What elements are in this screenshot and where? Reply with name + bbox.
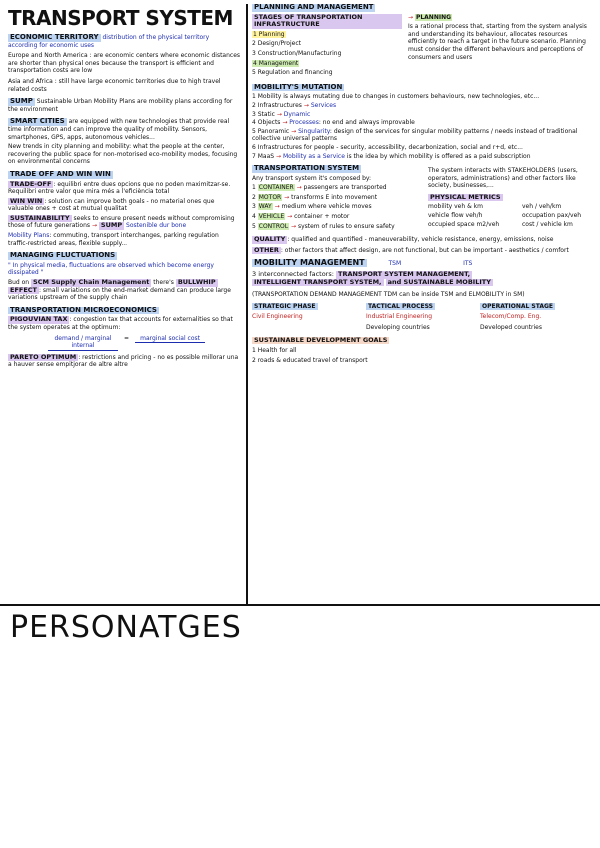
winwin-label: WIN WIN [10, 196, 43, 205]
sdg-heading: SUSTAINABLE DEVELOPMENT GOALS [254, 335, 388, 344]
its-tag: ITS [463, 260, 473, 268]
mm-its: INTELLIGENT TRANSPORT SYSTEM, [254, 277, 382, 286]
sump-link: SUMP [100, 221, 123, 230]
smart-text2: New trends in city planning and mobility: what the people at the center, recovering the public space for non-motorised eco-mobility modes, focusing on environmental concerns [8, 143, 238, 166]
smart-heading: SMART CITIES [10, 117, 65, 126]
stage-item: 5 Regulation and financing [252, 69, 333, 77]
mobility-management-section [252, 259, 594, 298]
economic-p1: Europe and North America : are economic centers where economic distances are shorter than physical ones because the transport is efficient and transportation costs are low [8, 52, 241, 75]
metric-item: occupied space m2/veh [428, 220, 500, 228]
quality-label: QUALITY [254, 235, 286, 244]
sump-link-note: Sostenible dur bone [126, 222, 187, 230]
mutation-section [252, 84, 594, 160]
planning-heading: PLANNING AND MANAGEMENT [254, 3, 374, 11]
stages-heading: STAGES OF TRANSPORTATION INFRASTRUCTURE [252, 14, 402, 29]
metric-item: occupation pax/veh [522, 212, 582, 220]
economic-section [8, 34, 240, 93]
metrics-heading: PHYSICAL METRICS [430, 192, 501, 201]
tdm-text: (TRANSPORTATION DEMAND MANAGEMENT TDM can be inside TSM and ELMOBILITY in SM) [252, 291, 525, 299]
tsys-item: 4 VEHICLE → container + motor [252, 213, 350, 221]
microeconomics-heading: TRANSPORTATION MICROECONOMICS [10, 305, 157, 314]
tradeoff-section [8, 171, 240, 247]
winwin-text: : solution can improve both goals - no material ones que valuable ones + cost at mutual qualitat [8, 197, 215, 213]
pareto-text: : restrictions and pricing - no es possible millorar una a hauver sense empitjorar de altre altre [8, 353, 239, 369]
tsys-list [252, 184, 422, 230]
tsys-side [428, 165, 594, 228]
planning-row [252, 14, 594, 79]
arrow-icon: → [91, 222, 97, 230]
sdg-item: 1 Health for all [252, 347, 297, 355]
bullwhip-there: there's [153, 279, 174, 287]
pareto-label: PARETO OPTIMUM [10, 352, 77, 361]
bullwhip-prefix: Bud on [8, 279, 30, 287]
other-text: : other factors that affect design, are not functional, but can be important - aesthetics / comfort [280, 246, 569, 254]
arrow-icon: → [408, 13, 415, 21]
metric-item: veh / veh/km [522, 203, 562, 211]
tsys-intro: Any transport system it's composed by: [252, 174, 372, 182]
phases-row [252, 303, 594, 332]
tradeoff-heading: TRADE OFF AND WIN WIN [10, 169, 111, 178]
bullwhip-label: BULLWHIP [177, 278, 216, 287]
tsys-item: 3 WAY → medium where vehicle moves [252, 203, 372, 211]
sump-heading: SUMP [10, 97, 33, 106]
right-column [252, 4, 594, 364]
mutation-item: 6 Infrastructures for people - security, accessibility, decarbonization, social and r+d, etc... [252, 143, 523, 151]
mutation-item: 2 Infrastructures → Services [252, 101, 337, 109]
mutation-item: 7 MaaS → Mobility as a Service is the idea by which mobility is offered as a paid subscription [252, 152, 531, 160]
tsys-item: 2 MOTOR → transforms E into movement [252, 193, 378, 201]
pigouvian-label: PIGOUVIAN TAX [10, 315, 68, 324]
economic-definition: distribution of the physical territory according for economic uses [8, 34, 210, 49]
planning-definition [408, 14, 594, 62]
mutation-item: 4 Objects → Processes: no end and always improvable [252, 119, 415, 127]
quality-text: : qualified and quantified - maneuverability, vehicle resistance, energy, emissions, noise [287, 236, 554, 244]
metric-item: cost / vehicle km [522, 220, 573, 228]
mobility-plans-label: Mobility Plans [8, 232, 50, 240]
fluctuations-quote: " In physical media, fluctuations are observed which become energy dissipated " [8, 261, 214, 277]
smart-cities-section [8, 118, 240, 166]
mobility-plans-text: : commuting, transport interchanges, parking regulation traffic-restricted areas, flexible supply... [8, 232, 219, 247]
effect-label: EFFECT [10, 285, 37, 294]
stage-item: 3 Construction/Manufacturing [252, 49, 342, 57]
transport-system-section [252, 165, 594, 254]
personatges-heading: PERSONATGES [10, 610, 242, 645]
fluctuations-heading: MANAGING FLUCTUATIONS [10, 251, 116, 260]
mutation-item: 3 Static → Dynamic [252, 110, 311, 118]
stages-block [252, 14, 402, 79]
planning-label: PLANNING [415, 13, 452, 21]
tsys-heading: TRANSPORTATION SYSTEM [254, 164, 360, 173]
effect-text: : small variations on the end-market demand can produce large variations upstream of the supply chain [8, 286, 231, 302]
phase-operational: OPERATIONAL STAGE Telecom/Comp. Eng. Developed countries [480, 302, 554, 331]
economic-p2: Asia and Africa : still have large economic territories due to high travel related costs [8, 77, 221, 93]
mutation-heading: MOBILITY'S MUTATION [254, 82, 343, 91]
metric-item: mobility veh & km [428, 203, 483, 211]
pigouvian-text: : congestion tax that accounts for externalities so that the system operates at the optimum: [8, 316, 233, 331]
stakeholders-text: The system interacts with STAKEHOLDERS (users, operators, administrations) and other factors like society, businesses,... [428, 167, 578, 190]
trade-label: TRADE-OFF [10, 179, 52, 188]
left-column [8, 4, 240, 369]
trade-text: : equilibri entre dues opcions que no poden maximitzar-se. Requilibri entre valor que mira més a l'eficiència total [8, 180, 231, 196]
mm-tsm: TRANSPORT SYSTEM MANAGEMENT, [338, 270, 471, 279]
sdg-item: 2 roads & educated travel of transport [252, 356, 368, 364]
mutation-item: 5 Panoramic → Singularity: design of the services for singular mobility patterns / needs instead of traditional collective universal patterns [252, 127, 578, 143]
page-title: TRANSPORT SYSTEM [8, 6, 233, 30]
stage-item: 4 Management [253, 59, 299, 67]
other-label: OTHER [254, 245, 279, 254]
metrics-grid [428, 203, 594, 228]
tsys-item: 1 CONTAINER → passengers are transported [252, 184, 387, 192]
phase-strategic: STRATEGIC PHASE Civil Engineering [252, 302, 316, 321]
sdg-section [252, 337, 594, 365]
mm-heading: MOBILITY MANAGEMENT [254, 258, 365, 268]
mutation-item: 1 Mobility is always mutating due to changes in customers behaviours, new technologies, etc... [252, 93, 540, 101]
mutation-list [252, 93, 594, 160]
fluctuations-section [8, 252, 240, 302]
smart-text1: are equipped with new technologies that provide real time information and can improve the quality of mobility. Sensors, smartphones, GPS, apps, autonomous vehicles... [8, 118, 230, 141]
stage-item: 2 Design/Project [252, 40, 301, 48]
sump-section [8, 98, 240, 113]
planning-text: Is a rational process that, starting from the system analysis and understanding its behaviour, allocates resources efficiently to reach a target in the future scenario. Planning must consider the different behaviours and perceptions of consumers and users [408, 23, 587, 61]
formula-right: marginal social cost [135, 335, 205, 344]
column-divider [246, 4, 248, 604]
pigouvian-formula [48, 335, 240, 351]
metric-item: vehicle flow veh/h [428, 212, 483, 220]
formula-left: demand / marginal internal [48, 335, 118, 351]
stage-item: 1 Planning [253, 30, 285, 38]
sustainability-label: SUSTAINABILITY [10, 213, 70, 222]
economic-heading: ECONOMIC TERRITORY [10, 33, 99, 41]
tsys-item: 5 CONTROL → system of rules to ensure safety [252, 222, 395, 230]
planning-section [252, 4, 594, 79]
stages-list [252, 31, 402, 77]
tsys-components [252, 165, 422, 232]
phase-tactical: TACTICAL PROCESS Industrial Engineering Developing countries [366, 302, 433, 331]
tsys-row [252, 165, 594, 232]
equals-sign: = [124, 334, 130, 342]
mm-sm: and SUSTAINABLE MOBILITY [387, 277, 491, 286]
scm-label: SCM Supply Chain Management [33, 278, 150, 287]
section-divider [0, 604, 600, 606]
microeconomics-section [8, 307, 240, 369]
mm-line-pre: 3 interconnected factors: [252, 270, 334, 279]
sustainability-text: seeks to ensure present needs without compromising those of future generations [8, 214, 235, 230]
sump-text: Sustainable Urban Mobility Plans are mobility plans according for the environment [8, 98, 233, 113]
tsm-tag: TSM [388, 260, 402, 268]
